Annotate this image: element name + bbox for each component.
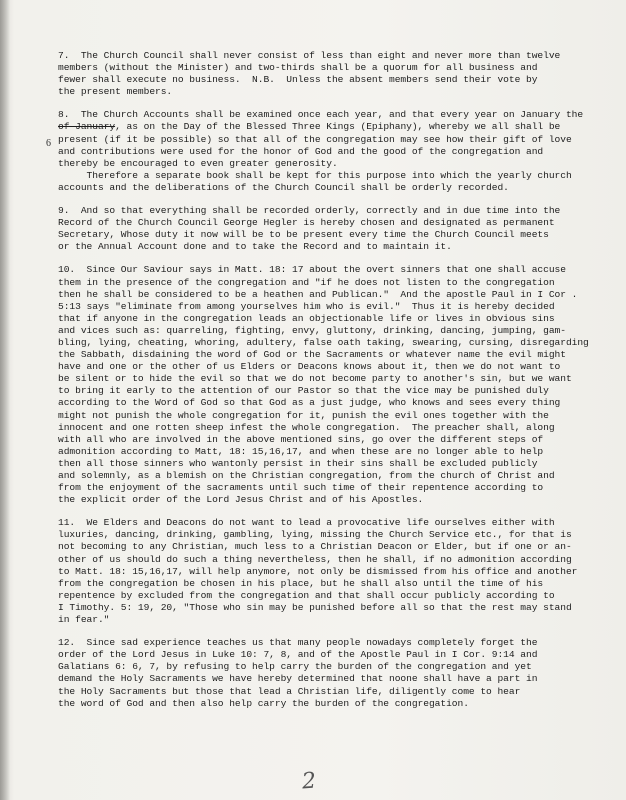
paragraph-p8 — [58, 109, 614, 194]
text-line: from the enjoyment of the sacraments until such time of their repentence according to — [58, 482, 544, 494]
paragraph-p7 — [58, 50, 614, 98]
text-line: and solemnly, as a blemish on the Christian congregation, from the church of Christ and — [58, 470, 555, 481]
text-line: Galatians 6: 6, 7, by refusing to help carry the burden of the congregation and yet — [58, 661, 532, 673]
text-line: the Sabbath, disdaining the word of God or the Sacraments or whatever name the evil might — [58, 349, 566, 361]
text-line: Record of the Church Council George Hegler is hereby chosen and designated as permanent — [58, 217, 555, 229]
text-line: thereby be encouraged to even greater generosity. — [58, 157, 338, 169]
text-line: or the Annual Account done and to take the Record and to maintain it. — [58, 241, 452, 253]
text-line: with all who are involved in the above mentioned sins, go over the different steps of — [58, 433, 544, 445]
text-line: bling, lying, cheating, whoring, adultery, false oath taking, swearing, cursing, disregarding — [58, 336, 589, 348]
text-line: 12. Since sad experience teaches us that many people nowadays completely forget the — [58, 637, 538, 649]
text-line: in fear." — [58, 614, 110, 626]
scan-edge-shadow — [0, 0, 10, 800]
text-line: 9. And so that everything shall be recorded orderly, correctly and in due time into the — [58, 205, 561, 217]
text-line: present (if it be possible) so that all of the congregation may see how their gift of love — [58, 133, 572, 145]
text-line: innocent and one rotten sheep infest the whole congregation. The preacher shall, along — [58, 421, 555, 433]
paragraph-p10 — [58, 264, 614, 506]
text-line: from the congregation be chosen in his place, but he shall also until the time of his — [58, 577, 544, 589]
text-line: be silent or to hide the evil so that we do not become party to another's sin, but we want — [58, 373, 572, 385]
text-line: admonition according to Matt, 18: 15,16,17, and when these are no longer able to help — [58, 445, 544, 457]
paragraph-p9 — [58, 205, 614, 253]
text-line: of January, as on the Day of the Blessed Three Kings (Epiphany), whereby we all shall be — [58, 121, 561, 133]
text-line: members (without the Minister) and two-thirds shall be a quorum for all business and — [58, 62, 538, 74]
text-line: repentence by excluded from the congregation and that shall occur publicly according to — [58, 589, 555, 601]
text-line: and vices such as: quarreling, fighting, envy, gluttony, drinking, dancing, jumping, gam- — [58, 324, 566, 336]
text-line: 5:13 says "eliminate from among yourselves him who is evil." Thus it is hereby decided — [58, 300, 555, 312]
text-line: Therefore a separate book shall be kept for this purpose into which the yearly church — [58, 169, 572, 181]
text-line: the Holy Sacraments but those that lead a Christian life, diligently come to hear — [58, 685, 521, 697]
paragraph-p11 — [58, 517, 614, 626]
text-line: 8. The Church Accounts shall be examined once each year, and that every year on January the — [58, 109, 584, 121]
text-line: luxuries, dancing, drinking, gambling, lying, missing the Church Service etc., for that is — [58, 529, 572, 541]
text-line: order of the Lord Jesus in Luke 10: 7, 8, and of the Apostle Paul in I Cor. 9:14 and — [58, 649, 538, 661]
text-line: the present members. — [58, 86, 173, 98]
text-line: not becoming to any Christian, much less to a Christian Deacon or Elder, but if one or an- — [58, 541, 572, 553]
text-line: 11. We Elders and Deacons do not want to lead a provocative life ourselves either with — [58, 517, 555, 529]
text-line: the explicit order of the Lord Jesus Christ and of his Apostles. — [58, 494, 424, 506]
text-line: might not punish the whole congregation for it, punish the evil ones together with the — [58, 409, 549, 421]
text-line: that if anyone in the congregation leads an objectionable life or lives in obvious sins — [58, 312, 555, 324]
paragraph-p12 — [58, 637, 614, 710]
text-line: to Matt. 18: 15,16,17, will help anymore, not only be dismissed from his office and another — [58, 565, 578, 577]
text-line: then all those sinners who wantonly persist in their sins shall be excluded publicly — [58, 457, 538, 469]
text-line: Secretary, Whose duty it now will be to be present every time the Church Council meets — [58, 229, 549, 241]
text-line: 10. Since Our Saviour says in Matt. 18: 17 about the overt sinners that one shall accuse — [58, 264, 566, 276]
handwritten-margin-mark: 6 — [46, 138, 51, 149]
text-line: then he shall be considered to be a heathen and Publican." And the apostle Paul in I Cor . — [58, 288, 578, 300]
handwritten-page-number: 2 — [301, 768, 317, 795]
text-line: to bring it early to the attention of our Pastor so that the vice may be punished duly — [58, 385, 549, 397]
text-line: have and one or the other of us Elders or Deacons knows about it, then we do not want to — [58, 361, 561, 373]
struck-text: of January — [58, 121, 116, 133]
text-line: the word of God and then also help carry the burden of the congregation. — [58, 697, 469, 709]
typed-text-body — [58, 50, 614, 721]
text-line: according to the Word of God so that God as a just judge, who knows and sees every thing — [58, 397, 561, 409]
text-line: accounts and the deliberations of the Church Council shall be orderly recorded. — [58, 181, 509, 193]
text-line: other of us should do such a thing nevertheless, then he shall, if no admonition according — [58, 553, 572, 565]
text-line: and contributions were used for the honor of God and the good of the congregation and — [58, 145, 544, 157]
text-line: I Timothy. 5: 19, 20, "Those who sin may be punished before all so that the rest may stand — [58, 601, 572, 613]
text-line: demand the Holy Sacraments we have hereby determined that noone shall have a part in — [58, 673, 538, 685]
text-line: 7. The Church Council shall never consist of less than eight and never more than twelve — [58, 50, 561, 61]
text-line: fewer shall execute no business. N.B. Unless the absent members send their vote by — [58, 74, 538, 86]
text-line: them in the presence of the congregation and "if he does not listen to the congregation — [58, 276, 555, 288]
